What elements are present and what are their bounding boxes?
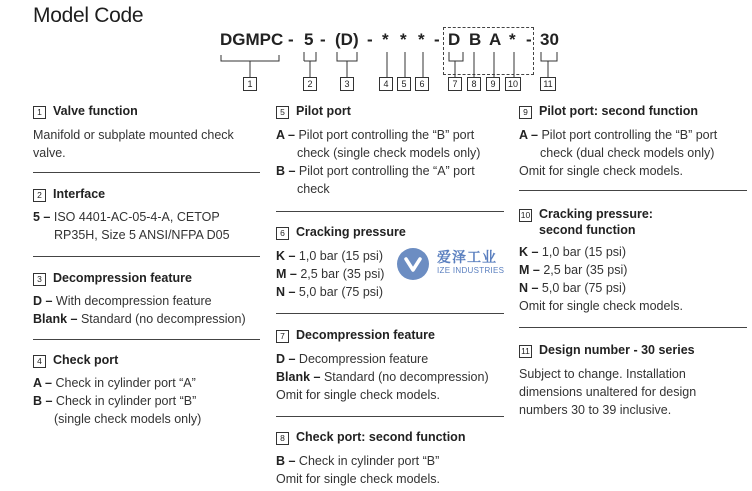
option-text: Check in cylinder port “B” [295,454,440,468]
section-number: 2 [33,189,46,202]
option-text: Pilot port controlling the “B” port [295,128,475,142]
option-key: A – [33,376,52,390]
option-text: ISO 4401-AC-05-4-A, CETOP [50,210,220,224]
code-number-box: 3 [340,77,354,91]
text-line: check (dual check models only) [540,146,715,160]
section-number: 3 [33,273,46,286]
text-line: numbers 30 to 39 inclusive. [519,403,672,417]
code-segment: * [382,30,389,49]
logo-text-en: IZE INDUSTRIES [437,266,505,275]
code-dash: - [320,30,326,49]
section-number: 11 [519,345,532,358]
option-text: 5,0 bar (75 psi) [538,281,626,295]
omit-note: Omit for single check models. [276,388,440,402]
section-number: 4 [33,355,46,368]
bracket-11 [541,52,557,61]
text-line: dimensions unaltered for design [519,385,697,399]
section-title: Decompression feature [53,271,192,285]
section-title-line2: second function [539,223,636,237]
divider [519,190,747,191]
code-number-box: 4 [379,77,393,91]
option-key: D – [33,294,53,308]
code-number-box: 6 [415,77,429,91]
code-segment: * [418,30,425,49]
option-text: Check in cylinder port “B” [52,394,197,408]
section-design-number [519,342,749,419]
section-decompression-feature-2 [276,327,506,404]
option-key: A – [519,128,538,142]
section-interface [33,186,263,244]
option-key: A – [276,128,295,142]
divider [33,339,260,340]
option-text: Pilot port controlling the “B” port [538,128,718,142]
code-number-box: 8 [467,77,481,91]
section-title: Design number - 30 series [539,343,695,357]
text-line: Manifold or subplate mounted check [33,128,234,142]
section-title: Cracking pressure: [539,207,653,221]
code-number-box: 1 [243,77,257,91]
option-text: 2,5 bar (35 psi) [539,263,628,277]
option-text: Standard (no decompression) [320,370,489,384]
text-line: RP35H, Size 5 ANSI/NFPA D05 [54,228,230,242]
section-title: Interface [53,187,106,201]
code-number-box: 11 [540,77,556,91]
section-title: Pilot port [296,104,351,118]
code-segment: * [400,30,407,49]
section-number: 10 [520,210,531,220]
option-text: 2,5 bar (35 psi) [296,267,385,281]
code-brackets [0,0,752,100]
logo-mark [397,248,429,280]
bracket-2 [304,52,316,61]
section-number: 8 [276,432,289,445]
ize-logo-icon [397,248,429,280]
divider [33,172,260,173]
code-number-box: 7 [448,77,462,91]
section-title: Check port [53,353,119,367]
option-key: B – [276,164,296,178]
option-text: Check in cylinder port “A” [52,376,196,390]
option-key: D – [276,352,296,366]
omit-note: Omit for single check models. [519,299,683,313]
section-title: Pilot port: second function [539,104,699,118]
code-segment: B [469,30,482,49]
bracket-1 [221,55,279,61]
text-line: check [297,182,330,196]
option-key: 5 – [33,210,51,224]
section-decompression-feature [33,270,263,328]
option-key: N – [519,281,539,295]
omit-note: Omit for single check models. [519,164,683,178]
option-text: Decompression feature [295,352,429,366]
code-segment: (D) [335,30,359,49]
code-number-box: 5 [397,77,411,91]
divider [519,327,747,328]
section-title: Check port: second function [296,430,466,444]
code-number-box: 10 [505,77,521,91]
section-pilot-port-second-function [519,103,749,180]
bracket-7 [449,52,463,61]
section-pilot-port [276,103,506,198]
section-title: Valve function [53,104,138,118]
code-number-box: 9 [486,77,500,91]
section-title: Cracking pressure [296,225,406,239]
code-dash: - [434,30,440,49]
code-segment: D [448,30,461,49]
text-line: Subject to change. Installation [519,367,686,381]
divider [33,256,260,257]
section-number: 9 [519,106,532,119]
option-key: K – [519,245,539,259]
section-number: 6 [276,227,289,240]
text-line: check (single check models only) [297,146,481,160]
option-key: B – [276,454,296,468]
code-segment: * [509,30,516,49]
option-text: 5,0 bar (75 psi) [295,285,383,299]
text-line: (single check models only) [54,412,202,426]
omit-note: Omit for single check models. [276,472,440,486]
text-line: valve. [33,146,66,160]
divider [276,313,504,314]
code-segment: 30 [540,30,559,49]
code-dash: - [367,30,373,49]
section-valve-function [33,103,263,162]
section-number: 1 [33,106,46,119]
option-text: 1,0 bar (15 psi) [538,245,626,259]
section-check-port-second-function [276,429,506,488]
option-key: K – [276,249,296,263]
option-key: Blank – [33,312,78,326]
section-title: Decompression feature [296,328,435,342]
page-title: Model Code [33,4,144,27]
divider [276,416,504,417]
option-key: Blank – [276,370,321,384]
code-number-box: 2 [303,77,317,91]
logo-text-cn: 爱泽工业 [437,249,497,265]
section-check-port [33,352,263,428]
code-segment: 5 [304,30,314,49]
option-text: Pilot port controlling the “A” port [295,164,475,178]
option-key: M – [276,267,297,281]
code-dash: - [288,30,294,49]
code-segment: DGMPC [220,30,284,49]
option-key: M – [519,263,540,277]
section-cracking-pressure-second-function [519,206,749,315]
option-text: Standard (no decompression) [77,312,246,326]
option-key: B – [33,394,53,408]
option-text: With decompression feature [52,294,212,308]
option-text: 1,0 bar (15 psi) [295,249,383,263]
section-number: 7 [276,330,289,343]
code-dash: - [526,30,532,49]
code-segment: A [489,30,502,49]
option-key: N – [276,285,296,299]
divider [276,211,504,212]
bracket-3 [337,52,357,61]
section-number: 5 [276,106,289,119]
